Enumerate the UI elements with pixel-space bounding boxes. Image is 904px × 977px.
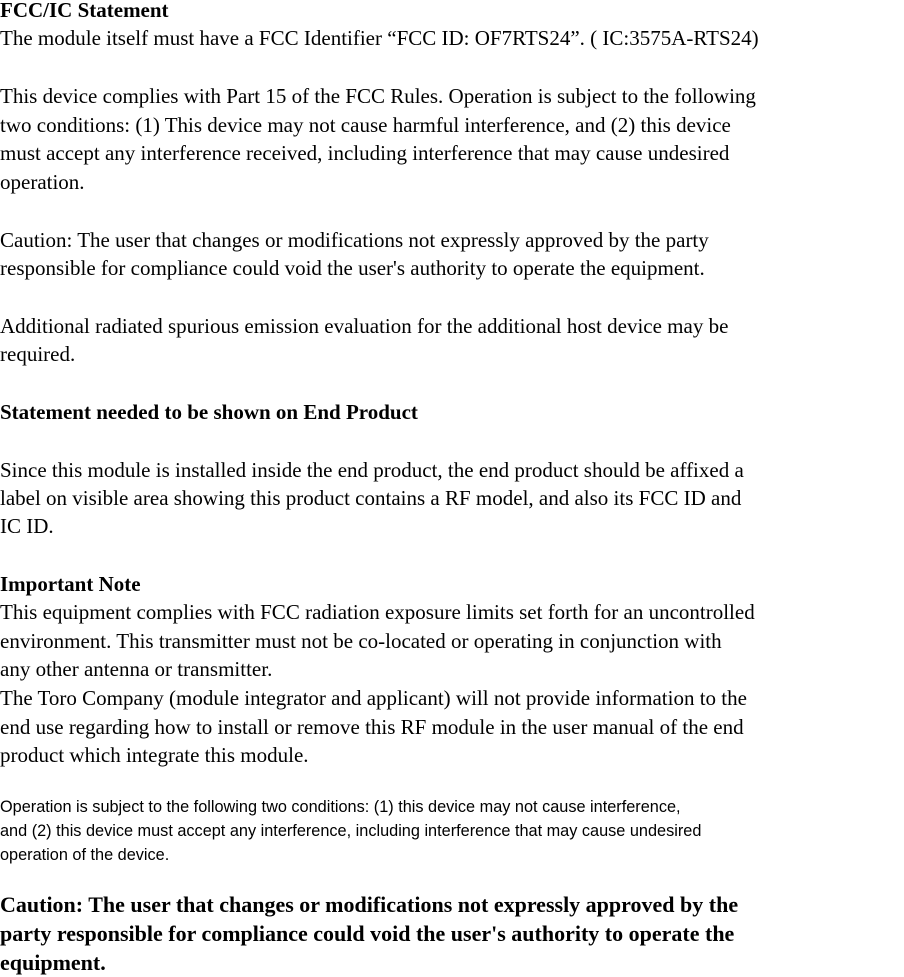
part15-line-3: must accept any interference received, including interference that may cause undesired [0,141,730,165]
fcc-identifier-line: The module itself must have a FCC Identifier “FCC ID: OF7RTS24”. ( IC:3575A-RTS24) [0,26,759,50]
final-caution-line-2: party responsible for compliance could void the user's authority to operate the [0,921,735,946]
important-note-heading: Important Note [0,572,141,596]
caution-line-2: responsible for compliance could void the user's authority to operate the equipment. [0,256,705,280]
important-note-line-4: The Toro Company (module integrator and applicant) will not provide information to the [0,686,747,710]
important-note-line-6: product which integrate this module. [0,743,309,767]
important-note-line-2: environment. This transmitter must not be co-located or operating in conjunction with [0,629,722,653]
important-note-line-5: end use regarding how to install or remove this RF module in the user manual of the end [0,715,744,739]
final-caution-line-1: Caution: The user that changes or modifications not expressly approved by the [0,892,739,917]
operation-line-3: operation of the device. [0,846,170,864]
spurious-line-1: Additional radiated spurious emission evaluation for the additional host device may be [0,314,729,338]
important-note-line-3: any other antenna or transmitter. [0,657,273,681]
end-product-line-2: label on visible area showing this product contains a RF model, and also its FCC ID and [0,486,742,510]
final-caution-line-3: equipment. [0,950,106,975]
spurious-line-2: required. [0,342,76,366]
end-product-line-1: Since this module is installed inside the end product, the end product should be affixed a [0,458,744,482]
end-product-line-3: IC ID. [0,514,54,538]
end-product-heading: Statement needed to be shown on End Product [0,400,418,424]
operation-line-1: Operation is subject to the following two conditions: (1) this device may not cause interference, [0,798,681,816]
fcc-ic-heading: FCC/IC Statement [0,0,169,22]
part15-line-1: This device complies with Part 15 of the FCC Rules. Operation is subject to the following [0,84,756,108]
important-note-line-1: This equipment complies with FCC radiation exposure limits set forth for an uncontrolled [0,600,755,624]
part15-line-4: operation. [0,170,85,194]
part15-line-2: two conditions: (1) This device may not cause harmful interference, and (2) this device [0,113,731,137]
caution-line-1: Caution: The user that changes or modifications not expressly approved by the party [0,228,709,252]
operation-line-2: and (2) this device must accept any interference, including interference that may cause undesired [0,822,702,840]
